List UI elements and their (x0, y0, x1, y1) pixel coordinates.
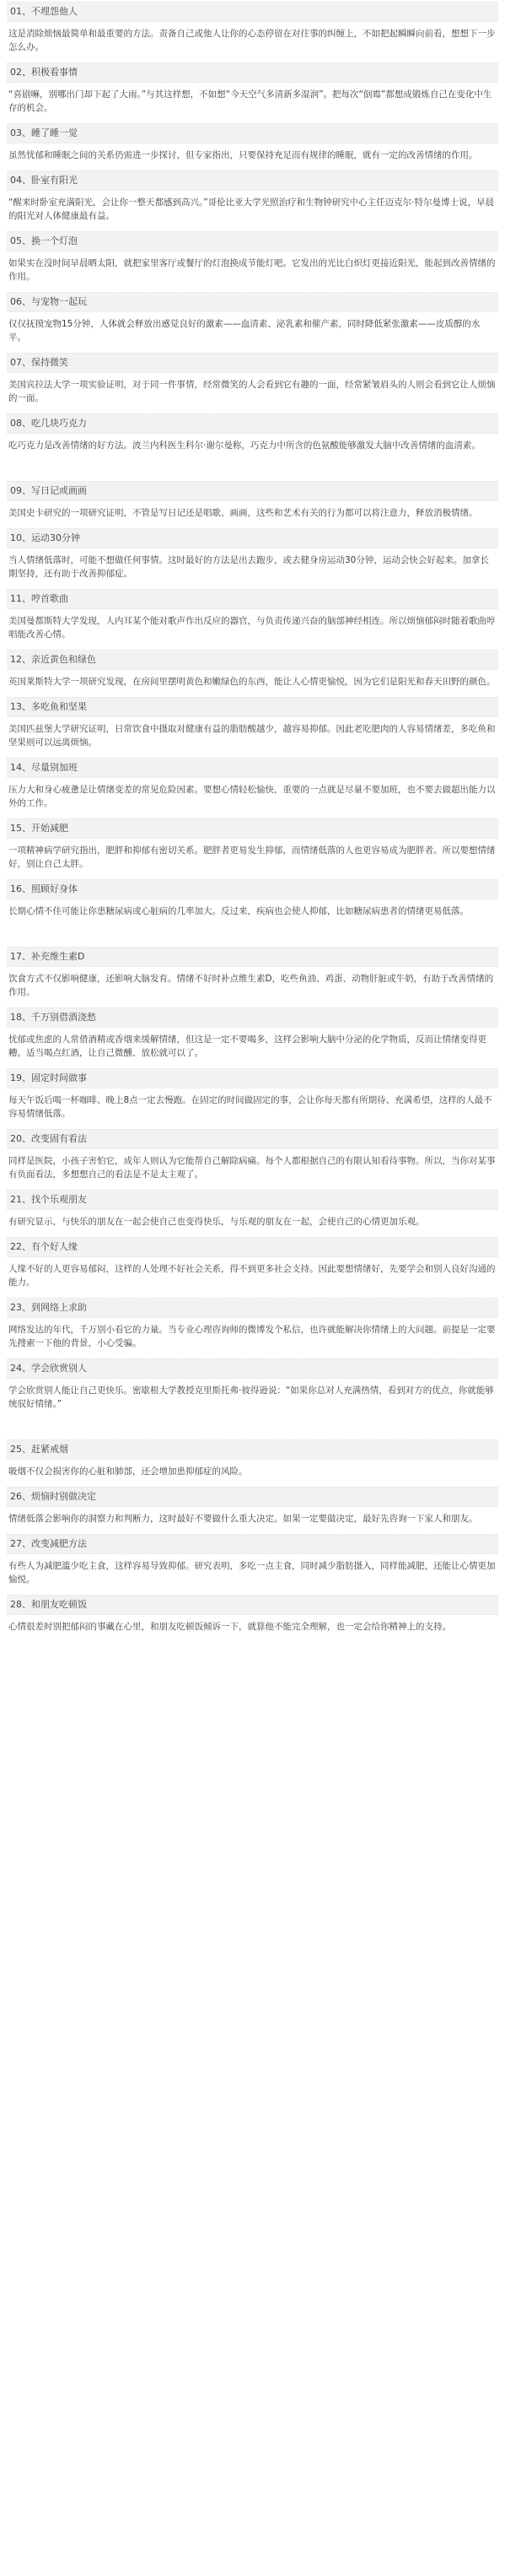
section-body: “喜剧嘛，别哪出门却下起了大雨。”与其这样想，不如想“今天空气多清新多湿润”。把每次“倒霉”都想成锻炼自己在变化中生存的机会。 (8, 89, 492, 113)
section-heading: 28、和朋友吃顿饭 (7, 1595, 498, 1615)
section-body: 有些人为减肥滥少吃主食，这样容易导致抑郁。研究表明，多吃一点主食，同时减少脂肪摄入，同样能减肥，还能让心情更加愉悦。 (8, 1561, 496, 1585)
section-heading: 27、改变减肥方法 (7, 1534, 498, 1554)
section-heading: 20、改变固有看法 (7, 1129, 498, 1149)
section-body: 同样是医院，小孩子害怕它，成年人则认为它能帮自己解除病痛。每个人都根据自己的有限认知看待事物。所以，当你对某事有负面看法，多想想自己的看法是不是太主观了。 (8, 1156, 496, 1180)
section-heading: 07、保持微笑 (7, 353, 498, 373)
section-body: 英国莱斯特大学一项研究发现，在房间里摆明黄色和嫩绿色的东西，能让人心情更愉悦，因为它们是阳光和春天田野的颜色。 (8, 677, 496, 687)
section-body: 长期心情不佳可能让你患糖尿病或心脏病的几率加大。反过来，疾病也会使人抑郁，比如糖尿病患者的情绪更易低落。 (8, 906, 469, 916)
section-body: 人缘不好的人更容易郁闷，这样的人处理不好社会关系，得不到更多社会支持。因此要想情绪好，先要学会和别人良好沟通的能力。 (8, 1264, 496, 1288)
section-body: 虽然忧郁和睡眠之间的关系仍需进一步探讨，但专家指出，只要保持充足而有规律的睡眠，就有一定的改善情绪的作用。 (8, 150, 478, 160)
section-heading: 23、到网络上求助 (7, 1298, 498, 1318)
section-body: “醒来时卧室充满阳光，会让你一整天都感到高兴。”哥伦比亚大学光照治疗和生物钟研究中心主任迈克尔·特尔曼博士说，早晨的阳光对人体健康最有益。 (8, 197, 494, 221)
section-gap (0, 461, 505, 481)
section-heading: 15、开始减肥 (7, 818, 498, 839)
section-gap (0, 926, 505, 947)
section-01 (0, 2, 505, 54)
section-heading: 22、有个好人缘 (7, 1237, 498, 1257)
section-28 (0, 1595, 505, 1634)
section-heading: 06、与宠物一起玩 (7, 292, 498, 312)
section-gap (0, 1419, 505, 1439)
section-heading: 14、尽量别加班 (7, 758, 498, 778)
section-21 (0, 1190, 505, 1229)
section-23 (0, 1298, 505, 1350)
section-body: 当人情绪低落时，可能不想做任何事情。这时最好的方法是出去跑步，或去健身房运动30分钟，运动会快会好起来。加拿长期坚持，还有助于改善抑郁症。 (8, 555, 489, 579)
section-heading: 09、写日记或画画 (7, 481, 498, 501)
section-13 (0, 697, 505, 749)
section-25 (0, 1439, 505, 1478)
section-heading: 05、换一个灯泡 (7, 231, 498, 251)
section-body: 如果实在没时间早晨晒太阳，就把家里客厅或餐厅的灯泡换成节能灯吧。它发出的光比白炽灯更接近阳光，能起到改善情绪的作用。 (8, 258, 496, 282)
section-heading: 13、多吃鱼和坚果 (7, 697, 498, 717)
section-body: 压力大和身心疲惫是让情绪变差的常见危险因素。要想心情轻松愉快，重要的一点就是尽量不要加班，也不要去做超出能力以外的工作。 (8, 785, 496, 808)
section-heading: 01、不埋怨他人 (7, 2, 498, 22)
section-heading: 12、亲近黄色和绿色 (7, 650, 498, 670)
section-22 (0, 1237, 505, 1289)
section-04 (0, 170, 505, 223)
section-heading: 18、千万别借酒浇愁 (7, 1007, 498, 1028)
section-body: 吃巧克力是改善情绪的好方法。波兰内科医生科尔·谢尔曼称，巧克力中所含的色氨酸能够激发大脑中改善情绪的血清素。 (8, 440, 481, 451)
section-body: 这是消除烦恼最简单和最重要的方法。责备自己或他人让你的心态停留在对往事的纠缠上，不如把起瞬瞬向前看，想想下一步怎么办。 (8, 29, 496, 52)
section-body: 一项精神病学研究指出，肥胖和抑郁有密切关系。肥胖者更易发生抑郁，而情绪低落的人也更容易成为肥胖者。所以要想情绪好，别让自己太胖。 (8, 845, 496, 869)
section-heading: 08、吃几块巧克力 (7, 413, 498, 434)
section-heading: 26、烦恼时别做决定 (7, 1487, 498, 1507)
section-heading: 03、睡了睡一觉 (7, 123, 498, 143)
section-body: 仅仅抚摸宠物15分钟，人体就会释放出感觉良好的激素——血清素、泌乳素和催产素，同时降低紧张激素——皮质醇的水平。 (8, 319, 481, 343)
section-10 (0, 528, 505, 581)
section-06 (0, 292, 505, 344)
section-body: 吸烟不仅会损害你的心脏和肺部，还会增加患抑郁症的风险。 (8, 1466, 248, 1477)
section-heading: 21、找个乐观朋友 (7, 1190, 498, 1210)
section-body: 有研究显示，与快乐的朋友在一起会使自己也变得快乐，与乐观的朋友在一起，会使自己的心情更加乐观。 (8, 1217, 425, 1227)
section-18 (0, 1007, 505, 1060)
section-20 (0, 1129, 505, 1181)
section-15 (0, 818, 505, 871)
section-07 (0, 353, 505, 405)
section-heading: 11、哼首歌曲 (7, 589, 498, 609)
section-24 (0, 1358, 505, 1411)
section-body: 美国匹兹堡大学研究证明，日常饮食中摄取对健康有益的脂肪酸越少，越容易抑郁。因此老吃肥肉的人容易情绪差，多吃鱼和坚果则可以远离烦恼。 (8, 724, 496, 748)
section-02 (0, 62, 505, 115)
section-26 (0, 1487, 505, 1526)
section-body: 饮食方式不仅影响健康，还影响大脑发育。情绪不好时补点维生素D，吃些鱼油、鸡蛋、动物肝脏或牛奶，有助于改善情绪的作用。 (8, 974, 494, 997)
section-17 (0, 947, 505, 999)
section-09 (0, 481, 505, 520)
section-14 (0, 758, 505, 810)
section-heading: 02、积极看事情 (7, 62, 498, 83)
section-heading: 19、固定时间做事 (7, 1068, 498, 1088)
section-heading: 10、运动30分钟 (7, 528, 498, 548)
section-03 (0, 123, 505, 162)
section-heading: 16、照顾好身体 (7, 879, 498, 899)
section-body: 美国宾拉法大学一项实验证明，对于同一件事情，经常微笑的人会看到它有趣的一面，经常紧皱眉头的人则会看到它让人烦恼的一面。 (8, 380, 496, 403)
section-body: 学会欣赏别人能让自己更快乐。密歇根大学教授克里斯托弗·彼得逊说：“如果你总对人充满热情，看到对方的优点，你就能够统驭好情绪。” (8, 1385, 494, 1409)
section-12 (0, 650, 505, 689)
section-body: 美国曼都斯特大学发现，人内耳某个能对歌声作出反应的器官，与负责传递兴奋的脑部神经相连。所以烦恼郁闷时随着歌曲哼唱能改善心情。 (8, 616, 496, 640)
section-heading: 17、补充维生素D (7, 947, 498, 967)
section-body: 情绪低落会影响你的洞察力和判断力，这时最好不要做什么重大决定。如果一定要做决定，最好先咨询一下家人和朋友。 (8, 1514, 478, 1524)
section-heading: 24、学会欣赏别人 (7, 1358, 498, 1379)
section-heading: 04、卧室有阳光 (7, 170, 498, 191)
section-05 (0, 231, 505, 284)
section-27 (0, 1534, 505, 1586)
section-11 (0, 589, 505, 641)
section-heading: 25、赶紧戒烟 (7, 1439, 498, 1460)
section-body: 忧郁或焦虑的人常借酒精或香烟来缓解情绪，但这是一定不要喝多，这样会影响大脑中分泌的化学物质，反而让情绪变得更糟。适当喝点红酒，让自己微醺、放松就可以了。 (8, 1034, 486, 1058)
section-body: 心情很差时别把郁闷的事藏在心里，和朋友吃顿饭倾诉一下，就算他不能完全理解，也一定会给你精神上的支持。 (8, 1622, 451, 1632)
section-19 (0, 1068, 505, 1121)
section-body: 每天午饭后喝一杯咖啡、晚上8点一定去慢跑。在固定的时间做固定的事，会让你每天都有所期待、充满希望，这样的人最不容易情绪低落。 (8, 1095, 492, 1119)
section-body: 网络发达的年代，千万别小看它的力量。当专业心理咨询师的微博发个私信，也许就能解决你情绪上的大问题。前提是一定要先搜索一下他的背景，小心受骗。 (8, 1325, 496, 1348)
section-body: 美国史卡研究的一项研究证明，不管是写日记还是唱歌、画画，这些和艺术有关的行为都可以将注意力，释放消极情绪。 (8, 508, 478, 518)
section-16 (0, 879, 505, 918)
section-08 (0, 413, 505, 452)
